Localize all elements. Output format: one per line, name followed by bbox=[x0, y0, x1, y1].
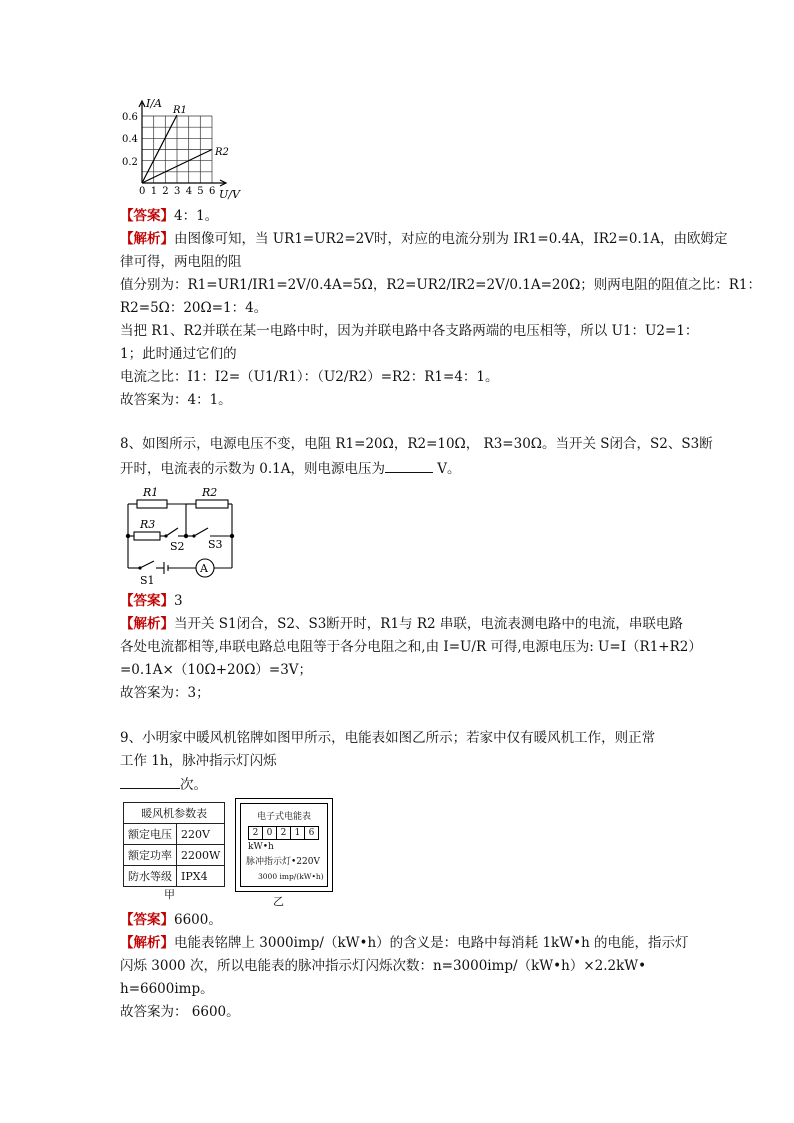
s3-label: S3 bbox=[208, 538, 223, 551]
q9-question-line-2: 工作 1h，脉冲指示灯闪烁 bbox=[120, 753, 277, 769]
answer-blank bbox=[385, 458, 433, 473]
meter-digit: 2 bbox=[248, 826, 263, 840]
q7-analysis-line-3: 值分别为：R1=UR1/IR1=2V/0.4A=5Ω，R2=UR2/IR2=2V/0.1A=20Ω；则两电阻的阻值之比：R1： bbox=[120, 277, 762, 293]
meter-title: 电子式电能表 bbox=[256, 812, 311, 822]
r2-label: R2 bbox=[202, 486, 218, 499]
r2-label: R2 bbox=[215, 147, 229, 158]
q7-analysis-line-6: 1；此时通过它们的 bbox=[120, 346, 237, 362]
q8-question-line-1: 8、如图所示，电源电压不变，电阻 R1=20Ω，R2=10Ω， R3=30Ω。当开关 S闭合，S2、S3断 bbox=[120, 436, 713, 452]
q9-question-line-3: 次。 bbox=[120, 774, 207, 795]
y-tick: 0.4 bbox=[122, 134, 138, 145]
y-tick: 0.6 bbox=[122, 112, 138, 123]
energy-meter bbox=[235, 798, 333, 892]
q7-analysis-line-4: R2=5Ω：20Ω=1：4。 bbox=[120, 300, 268, 316]
q9-analysis-line-3: h=6600imp。 bbox=[120, 981, 214, 997]
s1-label: S1 bbox=[140, 574, 155, 587]
meter-unit: kW•h bbox=[248, 842, 274, 852]
heater-spec-table bbox=[123, 802, 225, 887]
q9-question-line-1: 9、小明家中暖风机铭牌如图甲所示，电能表如图乙所示；若家中仅有暖风机工作，则正常 bbox=[120, 730, 656, 746]
x-tick: 2 bbox=[162, 186, 169, 197]
meter-constant: 3000 imp/(kW•h) bbox=[258, 872, 324, 881]
x-tick: 6 bbox=[209, 186, 216, 197]
meter-digit: 6 bbox=[305, 826, 319, 840]
q9-conclusion: 故答案为： 6600。 bbox=[120, 1004, 240, 1020]
q9-answer: 【答案】6600。 bbox=[120, 912, 222, 928]
meter-digit: 2 bbox=[277, 826, 291, 840]
r1-label: R1 bbox=[143, 486, 159, 499]
x-tick: 5 bbox=[197, 186, 204, 197]
iu-graph bbox=[115, 95, 255, 203]
q8-analysis-line-2: 各处电流都相等,串联电路总电阻等于各分电阻之和,由 I=U/R 可得,电源电压为: U=I（R1+R2） bbox=[120, 639, 702, 655]
q7-analysis-line-7: 电流之比：I1：I2=（U1/R1）：（U2/R2）=R2：R1=4：1。 bbox=[120, 369, 499, 385]
r1-label: R1 bbox=[173, 105, 187, 116]
s2-label: S2 bbox=[170, 540, 185, 553]
q7-analysis-line-5: 当把 R1、R2并联在某一电路中时，因为并联电路中各支路两端的电压相等，所以 U1：U2=1： bbox=[120, 323, 699, 339]
table-row: 额定功率 2200W bbox=[124, 845, 225, 866]
q8-analysis-line-3: =0.1A×（10Ω+20Ω）=3V； bbox=[120, 662, 313, 678]
q8-answer: 【答案】3 bbox=[120, 593, 183, 609]
figure-label-jia: 甲 bbox=[164, 888, 175, 901]
q7-analysis-line-2: 律可得，两电阻的阻 bbox=[120, 254, 242, 270]
x-tick: 1 bbox=[150, 186, 158, 197]
q7-answer: 【答案】4：1。 bbox=[120, 208, 219, 224]
x-tick: 4 bbox=[185, 186, 193, 197]
meter-digits bbox=[248, 826, 319, 840]
x-tick: 0 bbox=[139, 186, 146, 197]
q8-conclusion: 故答案为：3； bbox=[120, 685, 210, 701]
q8-question-line-2: 开时，电流表的示数为 0.1A，则电源电压为 V。 bbox=[120, 458, 461, 479]
r1-line bbox=[142, 115, 177, 183]
q8-analysis-line-1: 【解析】当开关 S1闭合，S2、S3断开时，R1与 R2 串联，电流表测电路中的电流，串联电路 bbox=[120, 616, 683, 632]
table-row: 防水等级 IPX4 bbox=[124, 866, 225, 887]
ammeter-label: A bbox=[200, 562, 208, 575]
y-tick: 0.2 bbox=[122, 157, 138, 168]
y-axis-label: I/A bbox=[146, 97, 162, 110]
table-title: 暖风机参数表 bbox=[124, 803, 225, 824]
x-axis-label: U/V bbox=[219, 188, 240, 201]
meter-digit: 0 bbox=[263, 826, 277, 840]
figure-label-yi: 乙 bbox=[273, 895, 284, 908]
q9-analysis-line-1: 【解析】电能表铭牌上 3000imp/（kW•h）的含义是：电路中每消耗 1kW•h 的电能，指示灯 bbox=[120, 935, 689, 951]
q7-analysis-line-1: 【解析】由图像可知，当 UR1=UR2=2V时，对应的电流分别为 IR1=0.4A，IR2=0.1A，由欧姆定 bbox=[120, 231, 728, 247]
meter-pulse-label: 脉冲指示灯•220V bbox=[246, 857, 320, 867]
table-row: 额定电压 220V bbox=[124, 824, 225, 845]
circuit-diagram bbox=[118, 482, 248, 587]
q7-conclusion: 故答案为：4：1。 bbox=[120, 392, 232, 408]
answer-blank bbox=[120, 774, 180, 789]
x-tick: 3 bbox=[174, 186, 181, 197]
meter-digit: 1 bbox=[291, 826, 305, 840]
q9-analysis-line-2: 闪烁 3000 次，所以电能表的脉冲指示灯闪烁次数：n=3000imp/（kW•h）×2.2kW• bbox=[120, 958, 647, 974]
r3-label: R3 bbox=[140, 518, 156, 531]
